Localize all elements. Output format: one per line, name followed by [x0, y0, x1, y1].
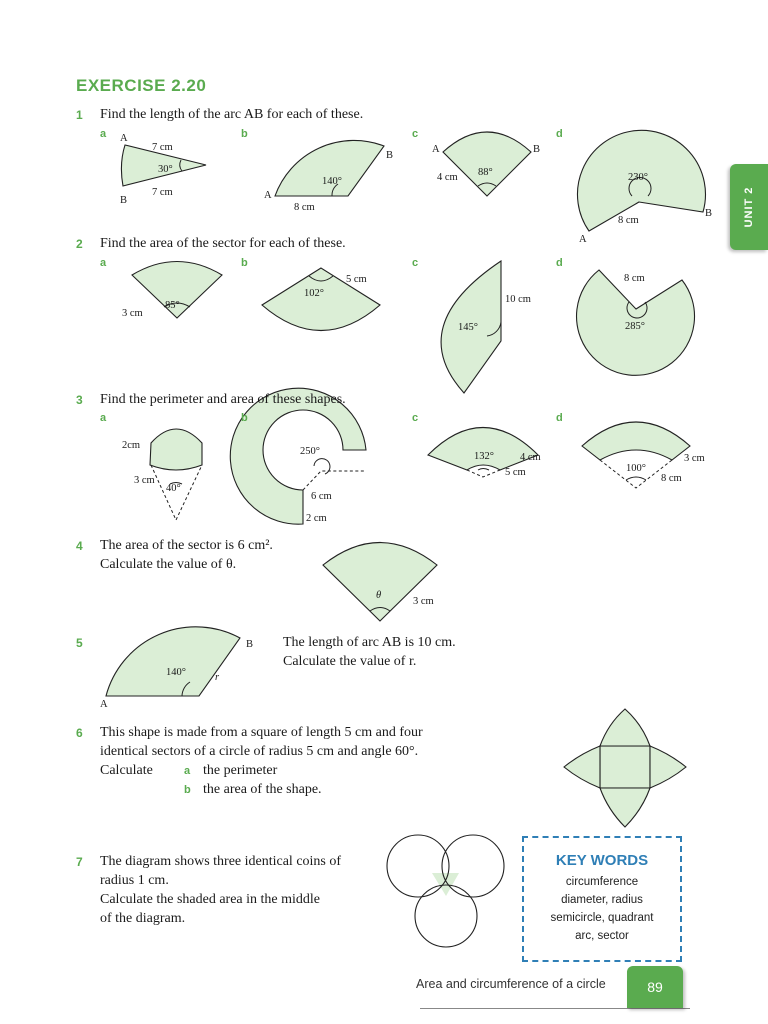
q1a-sector — [120, 133, 206, 206]
q3d-shape — [582, 422, 705, 488]
q2c-angle: 145° — [458, 322, 478, 333]
exercise-title: EXERCISE 2.20 — [76, 76, 207, 95]
q1b-sector — [264, 140, 393, 213]
q3d-angle: 100° — [626, 463, 646, 474]
q1-part-d-label: d — [556, 128, 563, 140]
q4-sector — [323, 543, 437, 622]
q6-part-a-text: the perimeter — [203, 763, 278, 778]
question-7-line3: Calculate the shaded area in the middle — [100, 892, 321, 907]
q1d-angle: 230° — [628, 172, 648, 183]
q5-label-A: A — [100, 699, 108, 710]
q3a-shape — [122, 429, 202, 520]
q3-part-d-label: d — [556, 412, 563, 424]
question-6-calculate: Calculate — [100, 763, 153, 778]
key-words-box — [522, 836, 682, 962]
q1-part-b-label: b — [241, 128, 248, 140]
q1d-label-A: A — [579, 234, 587, 245]
question-1-number: 1 — [76, 108, 83, 122]
q3b-outer-label: 2 cm — [306, 513, 327, 524]
question-4-line1: The area of the sector is 6 cm². — [100, 538, 273, 553]
footer-rule — [420, 1008, 690, 1009]
q3a-outer-label: 2cm — [122, 440, 141, 451]
q3-part-a-label: a — [100, 412, 107, 424]
q1b-label-A: A — [264, 190, 272, 201]
q2d-angle: 285° — [625, 321, 645, 332]
q2a-angle: 85° — [165, 300, 180, 311]
q1d-label-B: B — [705, 208, 713, 219]
q3b-inner-label: 6 cm — [311, 491, 332, 502]
q2-part-a-label: a — [100, 257, 107, 269]
q1c-label-B: B — [533, 144, 541, 155]
q3b-angle: 250° — [300, 446, 320, 457]
q2-part-b-label: b — [241, 257, 248, 269]
page-number: 89 — [627, 966, 683, 1008]
q5-angle: 140° — [166, 667, 186, 678]
q1c-angle: 88° — [478, 167, 493, 178]
q2d-sector — [577, 270, 695, 375]
q2c-radius: 10 cm — [505, 294, 531, 305]
unit-tab-label: UNIT 2 — [743, 186, 755, 228]
key-words-title: KEY WORDS — [555, 852, 649, 869]
q3a-inner-label: 3 cm — [134, 475, 155, 486]
q4-radius: 3 cm — [413, 596, 434, 607]
question-6-line2: identical sectors of a circle of radius 5 cm and angle 60°. — [100, 744, 419, 759]
question-6-line1: This shape is made from a square of length 5 cm and four — [100, 725, 423, 740]
q3c-inner-label: 5 cm — [505, 467, 526, 478]
q1-part-c-label: c — [412, 128, 419, 140]
q1b-label-B: B — [386, 150, 394, 161]
question-7-line1: The diagram shows three identical coins of — [100, 854, 342, 869]
q2b-radius: 5 cm — [346, 274, 367, 285]
q1a-radius-top: 7 cm — [152, 142, 173, 153]
q7-coins — [387, 835, 504, 947]
q3c-angle: 132° — [474, 451, 494, 462]
question-4-line2: Calculate the value of θ. — [100, 557, 237, 572]
q1d-sector — [577, 130, 712, 245]
q3d-inner-label: 8 cm — [661, 473, 682, 484]
question-7-number: 7 — [76, 855, 83, 869]
q2d-radius: 8 cm — [624, 273, 645, 284]
question-4-number: 4 — [76, 539, 83, 553]
q2b-sector — [262, 268, 380, 331]
q2c-sector — [441, 261, 531, 393]
question-3-text: Find the perimeter and area of these shapes. — [100, 392, 346, 407]
q1a-angle: 30° — [158, 164, 173, 175]
q1-part-a-label: a — [100, 128, 107, 140]
q3-part-b-label: b — [241, 412, 248, 424]
q1a-label-A: A — [120, 133, 128, 144]
q2a-sector — [122, 262, 222, 320]
q2-part-c-label: c — [412, 257, 419, 269]
q3c-outer-label: 4 cm — [520, 452, 541, 463]
key-words-line: circumference — [565, 876, 639, 888]
q3-part-c-label: c — [412, 412, 419, 424]
key-words-line: diameter, radius — [561, 894, 643, 906]
q1d-radius: 8 cm — [618, 215, 639, 226]
question-7-line4: of the diagram. — [100, 911, 186, 926]
q3a-angle: 40° — [166, 483, 181, 494]
question-2-text: Find the area of the sector for each of these. — [100, 236, 346, 251]
question-5-line1: The length of arc AB is 10 cm. — [283, 635, 456, 650]
q5-label-B: B — [246, 639, 254, 650]
q1a-radius-bottom: 7 cm — [152, 187, 173, 198]
q1c-label-A: A — [432, 144, 440, 155]
q2b-angle: 102° — [304, 288, 324, 299]
q6-shape — [564, 709, 686, 827]
q1a-label-B: B — [120, 195, 128, 206]
question-3-number: 3 — [76, 393, 83, 407]
q1b-angle: 140° — [322, 176, 342, 187]
key-words-line: arc, sector — [575, 930, 629, 942]
q3c-shape — [428, 428, 541, 479]
q3d-outer-label: 3 cm — [684, 453, 705, 464]
question-5-number: 5 — [76, 636, 83, 650]
footer-chapter-title: Area and circumference of a circle — [416, 977, 606, 991]
question-5-line2: Calculate the value of r. — [283, 654, 417, 669]
question-1-text: Find the length of the arc AB for each of these. — [100, 107, 364, 122]
q6-part-b-text: the area of the shape. — [203, 782, 322, 797]
question-2-number: 2 — [76, 237, 83, 251]
q2a-radius: 3 cm — [122, 308, 143, 319]
q1c-sector — [432, 132, 540, 196]
q2-part-d-label: d — [556, 257, 563, 269]
q6-part-b-label: b — [184, 784, 191, 796]
q5-radius: r — [215, 672, 220, 683]
q4-theta: θ — [376, 590, 382, 601]
q5-sector — [100, 627, 253, 710]
q1b-radius: 8 cm — [294, 202, 315, 213]
key-words-line: semicircle, quadrant — [550, 912, 654, 924]
question-7-line2: radius 1 cm. — [100, 873, 169, 888]
question-6-number: 6 — [76, 726, 83, 740]
q6-part-a-label: a — [184, 765, 191, 777]
q1c-radius: 4 cm — [437, 172, 458, 183]
